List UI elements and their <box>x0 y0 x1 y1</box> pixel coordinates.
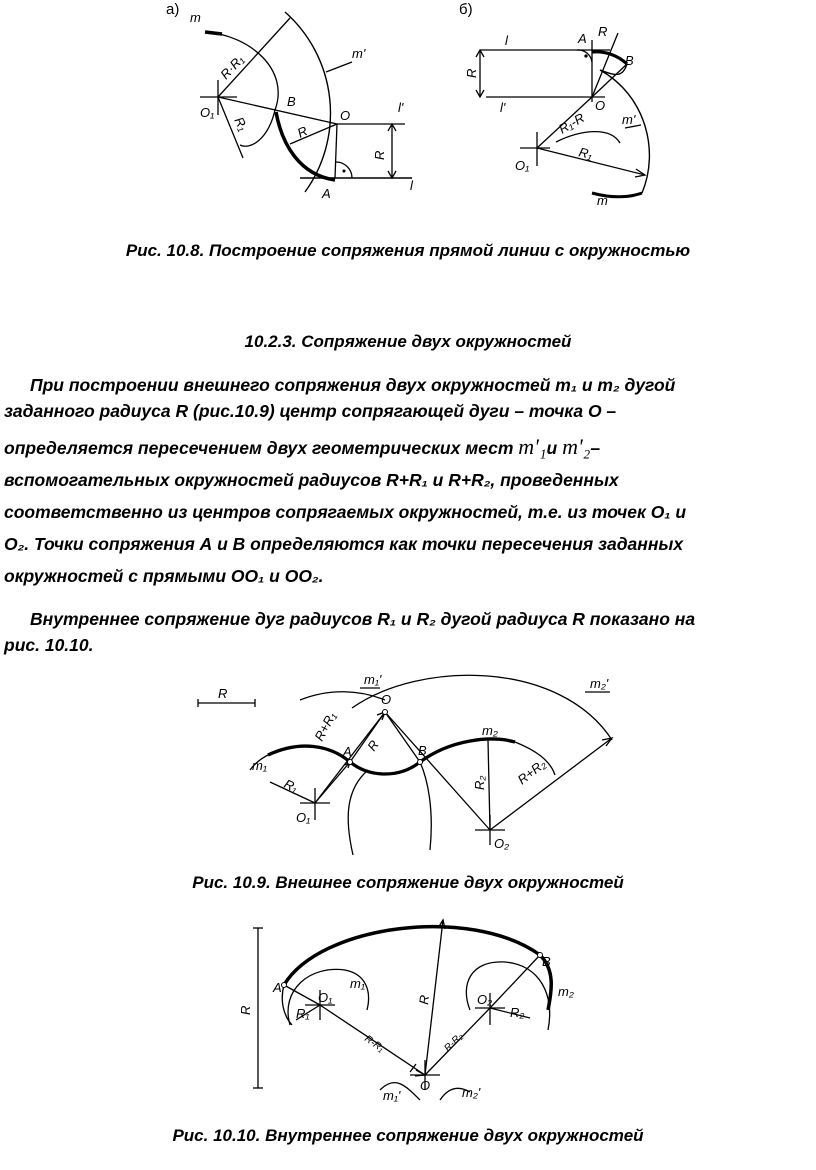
m1-prime-symbol: m'₁ <box>518 434 547 459</box>
figure-10-8-caption: Рис. 10.8. Построение сопряжения прямой линии с окружностью <box>125 241 691 260</box>
label-b-R-top: R <box>598 24 608 39</box>
fig9-label-O: O <box>381 692 392 707</box>
figure-10-10-caption: Рис. 10.10. Внутреннее сопряжение двух окружностей <box>172 1126 644 1145</box>
fig10-label-R1: R₁ <box>296 1006 310 1021</box>
paragraph-2 <box>4 606 809 658</box>
label-A: A <box>322 186 331 201</box>
figure-10-10 <box>230 915 590 1115</box>
label-R-dim: R <box>372 150 387 160</box>
label-l: l <box>410 178 413 193</box>
fig10-label-R-minus-R1: R-R₁ <box>362 1033 386 1055</box>
label-b-O1: O₁ <box>515 158 530 173</box>
fig10-label-O1: O₁ <box>318 990 333 1005</box>
paragraph-1-line-2: заданного радиуса R (рис.10.9) центр сопрягающей дуги – точка О – <box>4 401 617 421</box>
fig9-label-m1: m₁ <box>252 758 267 773</box>
label-l-prime: l' <box>398 100 404 115</box>
figure-10-10-drawing <box>230 915 590 1115</box>
figure-10-9-drawing <box>190 670 630 860</box>
label-b-l-prime: l' <box>500 100 506 115</box>
fig10-label-A: A <box>273 980 282 995</box>
label-b-B: B <box>625 53 634 68</box>
label-b-m-prime: m' <box>622 112 636 127</box>
fig10-label-m2-prime: m₂' <box>462 1085 481 1100</box>
label-m: m <box>190 10 201 25</box>
label-b-R1-minus-R: R₁-R <box>556 109 588 137</box>
fig9-label-R2: R₂ <box>472 775 487 790</box>
label-B: B <box>287 94 296 109</box>
label-b-A: A <box>578 31 587 46</box>
paragraph-2-line-1: Внутреннее сопряжение дуг радиусов R₁ и R₂ дугой радиуса R показано на <box>30 609 696 629</box>
label-b-R-dim: R <box>464 68 479 78</box>
fig10-label-R-scale: R <box>238 1005 253 1015</box>
fig10-label-R2: R₂ <box>510 1005 525 1020</box>
label-O1: O₁ <box>200 105 215 120</box>
paragraph-1-line-3-end: – <box>590 438 601 458</box>
figure-10-8-drawing <box>140 0 680 225</box>
label-b-m: m <box>597 193 608 208</box>
figure-10-8 <box>140 0 680 225</box>
panel-b-labels <box>459 1 636 208</box>
label-R-plus-R1: R·R₁ <box>217 51 247 83</box>
label-m-prime: m' <box>352 46 366 61</box>
fig9-label-R-arc: R <box>364 737 382 754</box>
and-word: и <box>546 438 563 458</box>
fig10-label-R-minus-R2: R-R₂ <box>442 1031 466 1055</box>
paragraph-1-line-4: вспомогательных окружностей радиусов R+R₁ и R+R₂, проведенных <box>4 470 619 490</box>
paragraph-2-line-2: рис. 10.10. <box>4 635 94 655</box>
label-R1: R₁ <box>231 114 251 134</box>
section-heading: 10.2.3. Сопряжение двух окружностей <box>244 332 572 351</box>
fig10-label-R-big: R <box>416 994 433 1006</box>
paragraph-1-line-3 <box>4 431 809 464</box>
fig9-label-m2: m₂ <box>482 723 498 738</box>
paragraph-1 <box>4 369 809 592</box>
fig9-label-R1: R₁ <box>281 776 301 796</box>
figure-10-9-caption: Рис. 10.9. Внешнее сопряжение двух окружностей <box>192 873 624 892</box>
fig9-label-R-scale: R <box>218 686 228 701</box>
m2-prime-symbol: m'₂ <box>562 434 591 459</box>
fig9-label-m1-prime: m₁' <box>364 672 382 687</box>
fig10-label-O2: O₂ <box>477 992 493 1007</box>
paragraph-1-line-7: окружностей с прямыми ОО₁ и ОО₂. <box>4 566 324 586</box>
fig10-label-m2: m₂ <box>558 984 574 999</box>
fig10-label-m1: m₁ <box>350 976 365 991</box>
label-O: O <box>340 108 351 123</box>
fig10-label-B: B <box>542 954 551 969</box>
paragraph-1-line-5: соответственно из центров сопрягаемых окружностей, т.е. из точек О₁ и <box>4 502 687 522</box>
paragraph-1-line-6: О₂. Точки сопряжения А и В определяются как точки пересечения заданных <box>4 534 684 554</box>
fig9-label-B: B <box>418 743 427 758</box>
fig9-label-O1: O₁ <box>296 810 311 825</box>
fig10-label-m1-prime: m₁' <box>383 1088 401 1103</box>
fig9-label-R-plus-R2: R+R₂ <box>514 756 549 788</box>
fig9-label-R-plus-R1: R+R₁ <box>311 709 339 744</box>
fig9-label-O2: O₂ <box>494 836 510 851</box>
panel-a-labels <box>166 1 414 201</box>
paragraph-1-line-3-start: определяется пересечением двух геометрических мест <box>4 438 519 458</box>
panel-b-tag: б) <box>459 1 473 18</box>
label-b-R1: R₁ <box>577 144 595 163</box>
paragraph-1-line-1: При построении внешнего сопряжения двух окружностей m₁ и m₂ дугой <box>30 375 676 395</box>
label-b-l: l <box>505 33 508 48</box>
fig9-label-m2-prime: m₂' <box>590 676 609 691</box>
fig10-label-O: O <box>420 1078 431 1093</box>
fig9-label-A: A <box>343 744 352 759</box>
label-R-radius: R <box>294 123 310 141</box>
panel-a-tag: а) <box>166 1 180 18</box>
figure-10-9 <box>190 670 630 860</box>
label-b-O: O <box>595 98 606 113</box>
panel-a <box>200 12 412 192</box>
